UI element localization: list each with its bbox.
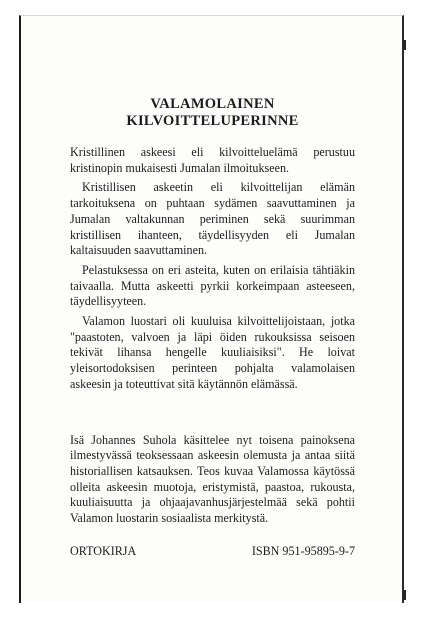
- cover-edge-mark: [404, 590, 406, 600]
- book-title-line-2: KILVOITTELUPERINNE: [126, 113, 299, 129]
- back-cover-text: [70, 96, 355, 559]
- book-title: [70, 96, 355, 130]
- paragraph-purpose: Kristillisen askeetin eli kilvoittelijan elämän tarkoituksena on puhtaan sydämen saavuttaminen ja Jumalan valtakunnan periminen sekä suurimman kristillisen ihanteen, täydellisyyden eli Jumalan kaltaisuuden saavuttaminen.: [70, 180, 355, 258]
- book-title-line-1: VALAMOLAINEN: [150, 96, 275, 112]
- cover-edge-mark: [404, 40, 406, 50]
- publisher-footer: [70, 544, 355, 560]
- paragraph-intro: Kristillinen askeesi eli kilvoitteluelämä perustuu kristinopin mukaisesti Jumalan ilmoitukseen.: [70, 145, 355, 175]
- paragraph-valamo: Valamon luostari oli kuuluisa kilvoittelijoistaan, jotka "paastoten, valvoen ja läpi öiden rukouksissa seisoen tekivät lihansa hengelle kuuliaisiksi". He loivat yleisortodoksisen perinteen pohjalta valamolaisen askeesin ja toteuttivat sitä käytännön elämässä.: [70, 314, 355, 391]
- paragraph-salvation: Pelastuksessa on eri asteita, kuten on erilaisia tähtiäkin taivaalla. Mutta askeetti pyrkii korkeimpaan asteeseen, täydellisyyteen.: [70, 262, 355, 309]
- paragraph-about-author: Isä Johannes Suhola käsittelee nyt toisena painoksena ilmestyvässä teoksessaan askeesin olemusta ja antaa siitä historiallisen katsauksen. Teos kuvaa Valamossa käytössä olleita askeesin muotoja, eristymistä, paastoa, rukousta, kuuliaisuutta ja ohjaajavanhusjärjestelmää sekä pohtii Valamon luostarin sosiaalista merkitystä.: [70, 432, 355, 526]
- publisher-name: ORTOKIRJA: [70, 543, 137, 558]
- isbn: ISBN 951-95895-9-7: [251, 543, 355, 558]
- section-gap: [70, 393, 355, 433]
